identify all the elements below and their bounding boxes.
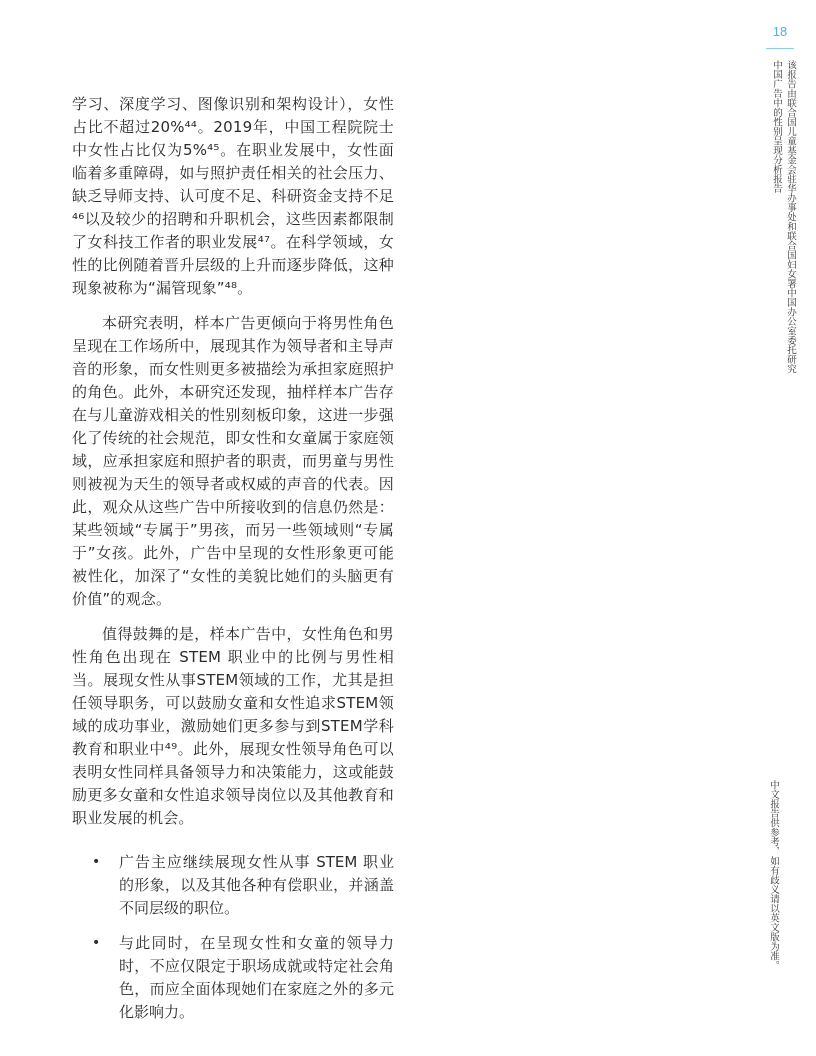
list-item <box>72 851 394 920</box>
paragraph-3: 值得鼓舞的是，样本广告中，女性角色和男性角色出现在 STEM 职业中的比例与男性相当。展现女性从事STEM领域的工作，尤其是担任领导职务，可以鼓励女童和女性追求STEM领域的成功事业，激励她们更多参与到STEM学科教育和职业中⁴⁹。此外，展现女性领导角色可以表明女性同样具备领导力和决策能力，这或能鼓励更多女童和女性追求领导岗位以及其他教育和职业发展的机会。 <box>72 625 394 827</box>
page-number: 18 <box>772 24 788 39</box>
report-title-vertical: 中国广告中的性别呈现分析报告 <box>771 60 782 193</box>
page-number-divider <box>766 48 794 49</box>
bullet-icon: • <box>92 854 101 870</box>
main-text-column <box>72 93 394 1024</box>
paragraph-2: 本研究表明，样本广告更倾向于将男性角色呈现在工作场所中，展现其作为领导者和主导声音的形象，而女性则更多被描绘为承担家庭照护的角色。此外，本研究还发现，抽样样本广告存在与儿童游戏相关的性别刻板印象，这进一步强化了传统的社会规范，即女性和女童属于家庭领域，应承担家庭和照护者的职责，而男童与男性则被视为天生的领导者或权威的声音的代表。因此，观众从这些广告中所接收到的信息仍然是：某些领域“专属于”男孩，而另一些领域则“专属于”女孩。此外，广告中呈现的女性形象更可能被性化，加深了“女性的美貌比她们的头脑更有价值”的观念。 <box>72 314 394 608</box>
list-item-text: 广告主应继续展现女性从事 STEM 职业的形象，以及其他各种有偿职业，并涵盖不同层级的职位。 <box>119 853 394 917</box>
bullet-icon: • <box>92 935 101 951</box>
list-item <box>72 932 394 1024</box>
report-subtitle-vertical: 该报告由联合国儿童基金会驻华办事处和联合国妇女署中国办公室委托研究 <box>785 60 796 374</box>
list-item-text: 与此同时，在呈现女性和女童的领导力时，不应仅限定于职场成就或特定社会角色，而应全面体现她们在家庭之外的多元化影响力。 <box>119 934 394 1021</box>
recommendation-list <box>72 851 394 1024</box>
paragraph-1: 学习、深度学习、图像识别和架构设计），女性占比不超过20%⁴⁴。2019年，中国工程院院士中女性占比仅为5%⁴⁵。在职业发展中，女性面临着多重障碍，如与照护责任相关的社会压力、缺乏导师支持、认可度不足、科研资金支持不足⁴⁶以及较少的招聘和升职机会，这些因素都限制了女科技工作者的职业发展⁴⁷。在科学领域，女性的比例随着晋升层级的上升而逐步降低，这种现象被称为“漏管现象”⁴⁸。 <box>72 95 394 297</box>
language-note-vertical: 中文报告供参考，如有歧义请以英文版为准。 <box>768 780 779 970</box>
